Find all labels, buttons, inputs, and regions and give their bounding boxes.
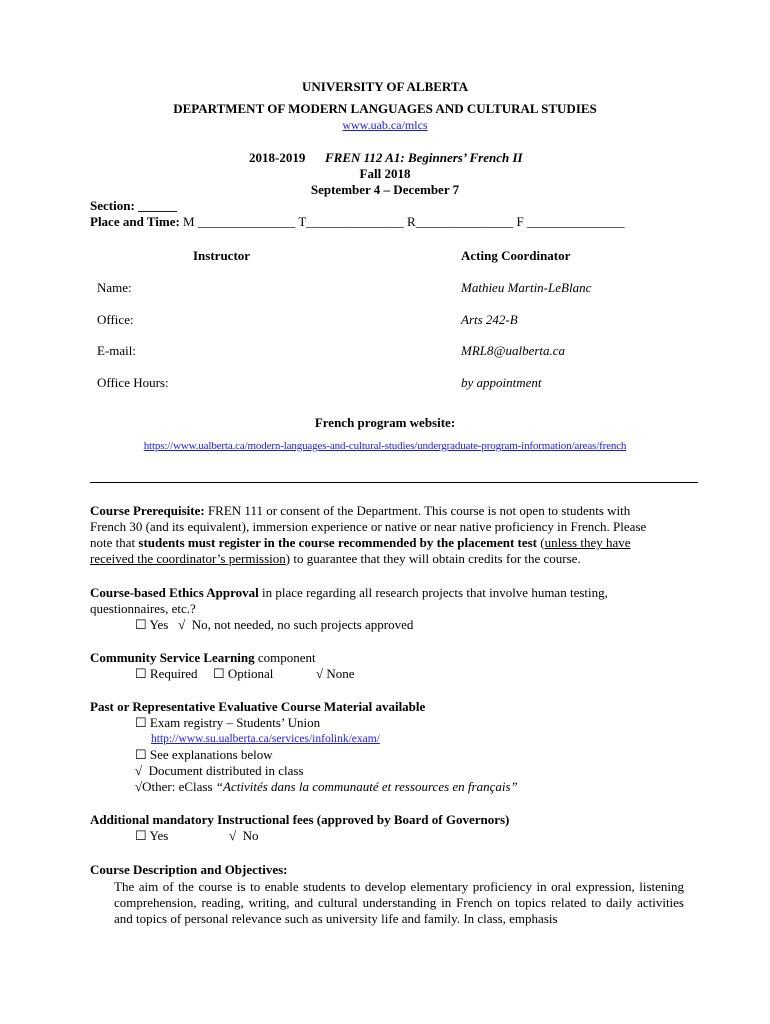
office-value: Arts 242-B bbox=[461, 312, 518, 327]
fees-no: No bbox=[242, 828, 259, 843]
term-dates: September 4 – December 7 bbox=[310, 182, 460, 197]
prerequisite-line-1 bbox=[90, 503, 630, 519]
academic-year: 2018-2019 bbox=[249, 150, 306, 165]
ethics-no: No, not needed, no such projects approved bbox=[191, 617, 414, 632]
prerequisite-line-4 bbox=[90, 551, 581, 567]
university-title: UNIVERSITY OF ALBERTA bbox=[302, 79, 468, 94]
past-item-1 bbox=[135, 715, 320, 731]
ethics-line-2: questionnaires, etc.? bbox=[90, 601, 196, 616]
email-label: E-mail: bbox=[97, 343, 136, 358]
department-link[interactable] bbox=[0, 117, 770, 133]
department-url[interactable]: www.uab.ca/mlcs bbox=[342, 118, 428, 132]
csl-label: Community Service Learning bbox=[90, 650, 255, 665]
prerequisite-line-2: French 30 (and its equivalent), immersion experience or native or near native proficiency in French. Please bbox=[90, 519, 647, 534]
csl-none: None bbox=[326, 666, 355, 681]
department-title: DEPARTMENT OF MODERN LANGUAGES AND CULTURAL STUDIES bbox=[173, 101, 597, 116]
name-label: Name: bbox=[97, 280, 132, 295]
email-value: MRL8@ualberta.ca bbox=[461, 343, 566, 358]
description-text: The aim of the course is to enable students to develop elementary proficiency in oral expression, listening comprehension, reading, writing, and cultural understanding in French on topics related to daily activities and topics of personal relevance such as university life and family. In class, emphasis bbox=[114, 879, 684, 926]
exam-registry-link[interactable] bbox=[151, 731, 380, 747]
checkmark-icon: √ bbox=[229, 828, 237, 843]
csl-optional-option bbox=[213, 666, 273, 682]
csl-text: component bbox=[254, 650, 316, 665]
program-website-heading: French program website: bbox=[314, 415, 456, 430]
program-website-url[interactable]: https://www.ualberta.ca/modern-languages-and-cultural-studies/undergraduate-program-information/areas/french bbox=[143, 440, 627, 452]
past-item-1-label: Exam registry – Students’ Union bbox=[149, 715, 321, 730]
office-hours-label: Office Hours: bbox=[97, 375, 169, 390]
ethics-yes: Yes bbox=[149, 617, 169, 632]
past-item-2-label: See explanations below bbox=[149, 747, 273, 762]
checkbox-empty-icon: ☐ bbox=[135, 715, 147, 730]
prerequisite-emphasis: students must register in the course recommended by the placement test bbox=[138, 535, 538, 550]
prerequisite-line-3 bbox=[90, 535, 631, 551]
past-item-4 bbox=[135, 779, 518, 795]
program-website[interactable] bbox=[0, 438, 770, 454]
ethics-line-1 bbox=[90, 585, 608, 601]
past-item-4-label: Other: eClass bbox=[142, 779, 216, 794]
fees-heading: Additional mandatory Instructional fees (approved by Board of Governors) bbox=[90, 812, 510, 827]
course-title: FREN 112 A1: Beginners’ French II bbox=[325, 150, 523, 165]
instructor-heading: Instructor bbox=[193, 248, 251, 263]
place-time-value: M _______________ T_______________ R_______________ F _______________ bbox=[179, 214, 625, 229]
checkbox-empty-icon: ☐ bbox=[213, 666, 225, 681]
prerequisite-label: Course Prerequisite: bbox=[90, 503, 205, 518]
section-divider bbox=[90, 482, 698, 483]
checkbox-empty-icon: ☐ bbox=[135, 828, 147, 843]
csl-line bbox=[90, 650, 316, 666]
ethics-label: Course-based Ethics Approval bbox=[90, 585, 259, 600]
office-label: Office: bbox=[97, 312, 134, 327]
fees-no-option bbox=[229, 828, 259, 844]
prerequisite-text: FREN 111 or consent of the Department. This course is not open to students with bbox=[204, 503, 631, 518]
prerequisite-underlined-2: received the coordinator’s permission bbox=[90, 551, 286, 566]
past-item-3-label: Document distributed in class bbox=[148, 763, 304, 778]
place-time-line bbox=[90, 214, 624, 230]
term: Fall 2018 bbox=[359, 166, 411, 181]
past-material-heading: Past or Representative Evaluative Course Material available bbox=[90, 699, 426, 714]
csl-options bbox=[135, 666, 198, 682]
exam-registry-url[interactable]: http://www.su.ualberta.ca/services/infolink/exam/ bbox=[151, 733, 380, 745]
ethics-text: in place regarding all research projects that involve human testing, bbox=[258, 585, 608, 600]
checkmark-icon: √ bbox=[135, 779, 143, 794]
checkmark-icon: √ bbox=[178, 617, 186, 632]
description-heading: Course Description and Objectives: bbox=[90, 862, 288, 877]
coordinator-heading: Acting Coordinator bbox=[461, 248, 571, 263]
fees-yes-option bbox=[135, 828, 168, 844]
checkbox-empty-icon: ☐ bbox=[135, 747, 147, 762]
prerequisite-paren: ( bbox=[537, 535, 545, 550]
past-item-3 bbox=[135, 763, 304, 779]
place-time-label: Place and Time: bbox=[90, 214, 180, 229]
csl-required: Required bbox=[149, 666, 198, 681]
csl-none-option bbox=[316, 666, 355, 682]
prerequisite-underlined-1: unless they have bbox=[544, 535, 631, 550]
name-value: Mathieu Martin-LeBlanc bbox=[461, 280, 592, 295]
checkbox-empty-icon: ☐ bbox=[135, 617, 147, 632]
fees-yes: Yes bbox=[149, 828, 169, 843]
past-item-2 bbox=[135, 747, 273, 763]
prerequisite-note: note that bbox=[90, 535, 139, 550]
office-hours-value: by appointment bbox=[461, 375, 542, 390]
past-item-4-italic: “Activités dans la communauté et ressources en français” bbox=[215, 779, 518, 794]
csl-optional: Optional bbox=[227, 666, 274, 681]
checkmark-icon: √ bbox=[135, 763, 143, 778]
checkbox-empty-icon: ☐ bbox=[135, 666, 147, 681]
prerequisite-end: ) to guarantee that they will obtain credits for the course. bbox=[285, 551, 581, 566]
section-line: Section: ______ bbox=[90, 198, 178, 213]
checkmark-icon: √ bbox=[316, 666, 324, 681]
ethics-options bbox=[135, 617, 413, 633]
